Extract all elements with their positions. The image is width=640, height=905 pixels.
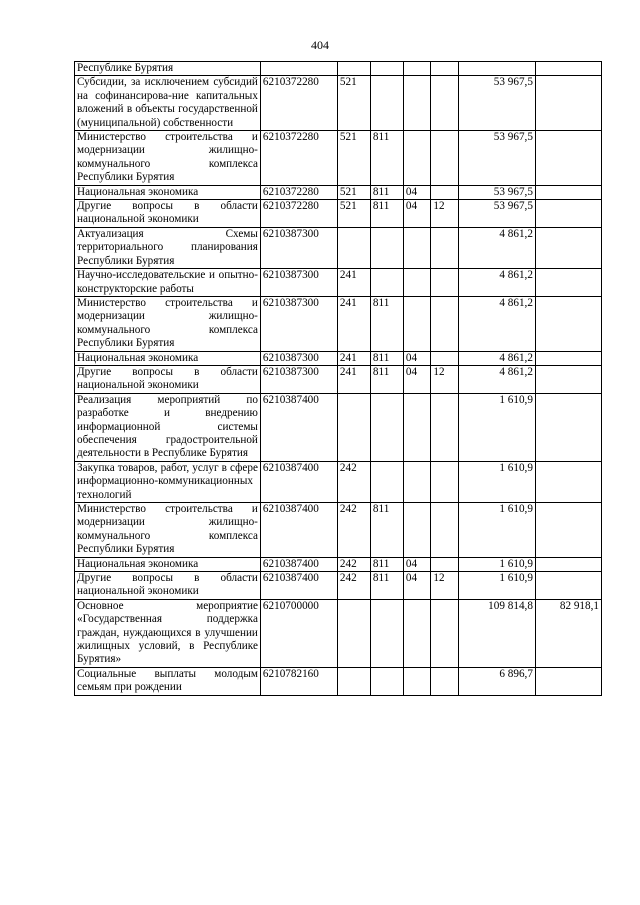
- row-subsection-cell: [431, 227, 459, 268]
- row-name-cell: Национальная экономика: [75, 351, 261, 365]
- row-name-cell: Национальная экономика: [75, 185, 261, 199]
- row-subsection-cell: [431, 557, 459, 571]
- row-amount-2-cell: [535, 365, 601, 393]
- row-expense-type-cell: [337, 227, 370, 268]
- table-row: [75, 351, 602, 365]
- row-amount-2-cell: [535, 131, 601, 186]
- row-code-cell: [260, 62, 337, 76]
- row-section-cell: [403, 393, 431, 461]
- row-subsection-cell: [431, 131, 459, 186]
- row-section-cell: 04: [403, 185, 431, 199]
- row-code-cell: 6210782160: [260, 667, 337, 695]
- row-amount-cell: 4 861,2: [458, 227, 535, 268]
- table-row: [75, 62, 602, 76]
- row-expense-type-cell: 242: [337, 461, 370, 502]
- row-ministry-cell: 811: [370, 185, 403, 199]
- row-code-cell: 6210387300: [260, 227, 337, 268]
- row-subsection-cell: [431, 667, 459, 695]
- row-name-cell: Республике Бурятия: [75, 62, 261, 76]
- row-section-cell: [403, 599, 431, 667]
- row-subsection-cell: [431, 269, 459, 297]
- row-expense-type-cell: 242: [337, 557, 370, 571]
- row-ministry-cell: 811: [370, 503, 403, 558]
- row-section-cell: [403, 76, 431, 131]
- row-code-cell: 6210372280: [260, 185, 337, 199]
- row-amount-2-cell: [535, 667, 601, 695]
- table-row: [75, 76, 602, 131]
- row-ministry-cell: 811: [370, 572, 403, 600]
- row-code-cell: 6210387300: [260, 269, 337, 297]
- row-code-cell: 6210387400: [260, 557, 337, 571]
- row-code-cell: 6210387400: [260, 503, 337, 558]
- row-subsection-cell: 12: [431, 200, 459, 228]
- row-section-cell: [403, 227, 431, 268]
- row-ministry-cell: 811: [370, 296, 403, 351]
- row-expense-type-cell: [337, 62, 370, 76]
- row-subsection-cell: [431, 62, 459, 76]
- row-code-cell: 6210387400: [260, 461, 337, 502]
- row-amount-2-cell: [535, 503, 601, 558]
- row-expense-type-cell: [337, 667, 370, 695]
- row-ministry-cell: 811: [370, 200, 403, 228]
- row-name-cell: Реализация мероприятий по разработке и внедрению информационной системы обеспечения градостроительной деятельности в Республике Бурятия: [75, 393, 261, 461]
- row-name-cell: Министерство строительства и модернизации жилищно-коммунального комплекса Республики Бурятия: [75, 503, 261, 558]
- row-amount-2-cell: [535, 557, 601, 571]
- row-name-cell: Министерство строительства и модернизации жилищно-коммунального комплекса Республики Бурятия: [75, 131, 261, 186]
- row-section-cell: [403, 667, 431, 695]
- row-code-cell: 6210387400: [260, 393, 337, 461]
- row-ministry-cell: 811: [370, 351, 403, 365]
- row-code-cell: 6210372280: [260, 200, 337, 228]
- table-row: [75, 461, 602, 502]
- row-amount-cell: 1 610,9: [458, 572, 535, 600]
- row-amount-2-cell: [535, 62, 601, 76]
- row-amount-2-cell: 82 918,1: [535, 599, 601, 667]
- row-expense-type-cell: 521: [337, 76, 370, 131]
- row-amount-2-cell: [535, 227, 601, 268]
- row-amount-cell: 53 967,5: [458, 200, 535, 228]
- row-subsection-cell: [431, 503, 459, 558]
- row-subsection-cell: [431, 461, 459, 502]
- row-name-cell: Социальные выплаты молодым семьям при рождении: [75, 667, 261, 695]
- row-name-cell: Другие вопросы в области национальной экономики: [75, 200, 261, 228]
- row-name-cell: Закупка товаров, работ, услуг в сфере информационно-коммуникационных технологий: [75, 461, 261, 502]
- table-row: [75, 365, 602, 393]
- row-expense-type-cell: [337, 393, 370, 461]
- row-amount-cell: 4 861,2: [458, 365, 535, 393]
- table-row: [75, 667, 602, 695]
- row-amount-2-cell: [535, 76, 601, 131]
- row-subsection-cell: [431, 76, 459, 131]
- row-name-cell: Другие вопросы в области национальной экономики: [75, 365, 261, 393]
- row-expense-type-cell: [337, 599, 370, 667]
- row-code-cell: 6210387300: [260, 365, 337, 393]
- row-code-cell: 6210372280: [260, 131, 337, 186]
- row-amount-2-cell: [535, 461, 601, 502]
- row-expense-type-cell: 242: [337, 503, 370, 558]
- row-expense-type-cell: 521: [337, 131, 370, 186]
- row-section-cell: [403, 62, 431, 76]
- row-name-cell: Другие вопросы в области национальной экономики: [75, 572, 261, 600]
- row-section-cell: 04: [403, 200, 431, 228]
- row-amount-2-cell: [535, 296, 601, 351]
- table-row: [75, 393, 602, 461]
- row-expense-type-cell: 521: [337, 200, 370, 228]
- page-number: 404: [311, 38, 329, 52]
- table-row: [75, 185, 602, 199]
- row-amount-2-cell: [535, 572, 601, 600]
- row-ministry-cell: [370, 269, 403, 297]
- row-name-cell: Национальная экономика: [75, 557, 261, 571]
- row-amount-cell: 53 967,5: [458, 131, 535, 186]
- table-row: [75, 572, 602, 600]
- row-amount-cell: 4 861,2: [458, 351, 535, 365]
- row-expense-type-cell: 241: [337, 269, 370, 297]
- row-ministry-cell: 811: [370, 365, 403, 393]
- row-subsection-cell: 12: [431, 572, 459, 600]
- row-expense-type-cell: 241: [337, 296, 370, 351]
- row-code-cell: 6210387400: [260, 572, 337, 600]
- row-amount-2-cell: [535, 269, 601, 297]
- table-row: [75, 131, 602, 186]
- row-section-cell: 04: [403, 365, 431, 393]
- table-body: [75, 62, 602, 696]
- row-subsection-cell: [431, 393, 459, 461]
- row-section-cell: 04: [403, 572, 431, 600]
- row-name-cell: Научно-исследовательские и опытно-конструкторские работы: [75, 269, 261, 297]
- row-amount-cell: 1 610,9: [458, 557, 535, 571]
- row-amount-2-cell: [535, 351, 601, 365]
- row-code-cell: 6210387300: [260, 296, 337, 351]
- row-expense-type-cell: 242: [337, 572, 370, 600]
- row-amount-cell: 53 967,5: [458, 185, 535, 199]
- row-subsection-cell: [431, 185, 459, 199]
- row-ministry-cell: [370, 76, 403, 131]
- table-row: [75, 557, 602, 571]
- row-ministry-cell: [370, 667, 403, 695]
- row-expense-type-cell: 241: [337, 351, 370, 365]
- table-row: [75, 296, 602, 351]
- budget-table: [74, 61, 602, 696]
- row-section-cell: [403, 131, 431, 186]
- row-name-cell: Субсидии, за исключением субсидий на софинансирова-ние капитальных вложений в объекты государственной (муниципальной) собственности: [75, 76, 261, 131]
- row-ministry-cell: 811: [370, 557, 403, 571]
- row-amount-cell: 4 861,2: [458, 296, 535, 351]
- row-amount-cell: 1 610,9: [458, 393, 535, 461]
- row-section-cell: [403, 461, 431, 502]
- row-section-cell: [403, 269, 431, 297]
- row-ministry-cell: [370, 227, 403, 268]
- row-ministry-cell: [370, 393, 403, 461]
- row-amount-cell: 1 610,9: [458, 503, 535, 558]
- row-amount-cell: [458, 62, 535, 76]
- row-code-cell: 6210372280: [260, 76, 337, 131]
- table-row: [75, 200, 602, 228]
- row-ministry-cell: [370, 599, 403, 667]
- row-amount-cell: 4 861,2: [458, 269, 535, 297]
- row-amount-cell: 1 610,9: [458, 461, 535, 502]
- row-section-cell: [403, 503, 431, 558]
- row-section-cell: 04: [403, 351, 431, 365]
- row-expense-type-cell: 521: [337, 185, 370, 199]
- row-amount-cell: 53 967,5: [458, 76, 535, 131]
- row-code-cell: 6210700000: [260, 599, 337, 667]
- row-amount-cell: 109 814,8: [458, 599, 535, 667]
- row-name-cell: Основное мероприятие «Государственная поддержка граждан, нуждающихся в улучшении жилищных условий, в Республике Бурятия»: [75, 599, 261, 667]
- row-subsection-cell: 12: [431, 365, 459, 393]
- row-code-cell: 6210387300: [260, 351, 337, 365]
- table-row: [75, 227, 602, 268]
- row-amount-2-cell: [535, 200, 601, 228]
- row-section-cell: [403, 296, 431, 351]
- row-ministry-cell: 811: [370, 131, 403, 186]
- row-subsection-cell: [431, 296, 459, 351]
- row-ministry-cell: [370, 62, 403, 76]
- row-amount-2-cell: [535, 393, 601, 461]
- row-amount-2-cell: [535, 185, 601, 199]
- row-subsection-cell: [431, 599, 459, 667]
- row-expense-type-cell: 241: [337, 365, 370, 393]
- row-amount-cell: 6 896,7: [458, 667, 535, 695]
- row-name-cell: Актуализация Схемы территориального планирования Республики Бурятия: [75, 227, 261, 268]
- table-row: [75, 599, 602, 667]
- table-row: [75, 503, 602, 558]
- row-ministry-cell: [370, 461, 403, 502]
- row-section-cell: 04: [403, 557, 431, 571]
- row-name-cell: Министерство строительства и модернизации жилищно-коммунального комплекса Республики Бурятия: [75, 296, 261, 351]
- row-subsection-cell: [431, 351, 459, 365]
- table-row: [75, 269, 602, 297]
